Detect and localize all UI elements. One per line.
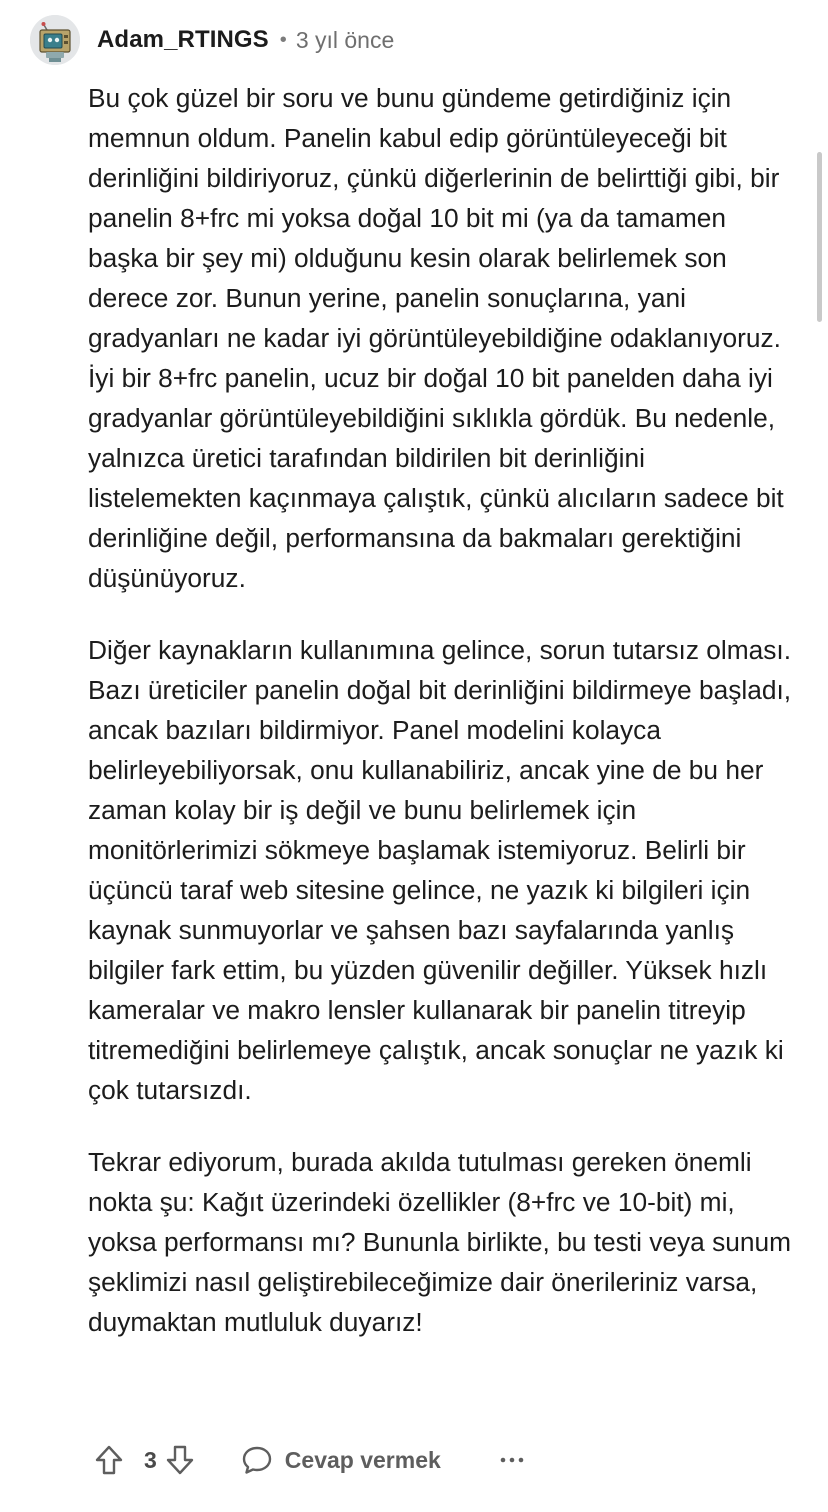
comment-body [88, 78, 800, 1342]
robot-avatar-icon [30, 15, 80, 65]
reply-label: Cevap vermek [284, 1446, 441, 1473]
avatar[interactable] [30, 15, 80, 65]
reply-button[interactable] [241, 1445, 441, 1475]
comment-paragraph-1: Bu çok güzel bir soru ve bunu gündeme getirdiğiniz için memnun oldum. Panelin kabul edip görüntüleyeceği bit derinliğini bildiriyoruz, çünkü diğerlerinin de belirttiği gibi, bir panelin 8+frc mi yoksa doğal 10 bit mi (ya da tamamen başka bir şey mi) olduğunu kesin olarak belirlemek son derece zor. Bunun yerine, panelin sonuçlarına, yani gradyanları ne kadar iyi görüntüleyebildiğine odaklanıyoruz. İyi bir 8+frc panelin, ucuz bir doğal 10 bit panelden daha iyi gradyanlar görüntüleyebildiğini sıklıkla gördük. Bu nedenle, yalnızca üretici tarafından bildirilen bit derinliğini listelemekten kaçınmaya çalıştık, çünkü alıcıların sadece bit derinliğine değil, performansına da bakmaları gerektiğini düşünüyoruz. [88, 83, 784, 593]
meta-separator: • [279, 28, 287, 51]
comment-paragraph-3: Tekrar ediyorum, burada akılda tutulması gereken önemli nokta şu: Kağıt üzerindeki özellikler (8+frc ve 10-bit) mi, yoksa performansı mı? Bununla birlikte, bu testi veya sunum şeklimizi nasıl geliştirebileceğimize dair önerileriniz varsa, duymaktan mutluluk duyarız! [88, 1147, 792, 1337]
speech-bubble-icon [241, 1445, 273, 1475]
arrow-up-icon [94, 1444, 124, 1476]
ellipsis-icon [499, 1455, 525, 1465]
comment-paragraph-2: Diğer kaynakların kullanımına gelince, sorun tutarsız olması. Bazı üreticiler panelin doğal bit derinliğini bildirmeye başladı, ancak bazıları bildirmiyor. Panel modelini kolayca belirleyebiliyorsak, onu kullanabiliriz, ancak yine de bu her zaman kolay bir iş değil ve bunu belirlemek için monitörlerimizi sökmeye başlamak istemiyoruz. Belirli bir üçüncü taraf web sitesine gelince, ne yazık ki bilgileri için kaynak sunmuyorlar ve şahsen bazı sayfalarında yanlış bilgiler fark ettim, bu yüzden güvenilir değiller. Yüksek hızlı kameralar ve makro lensler kullanarak bir panelin titreyip titremediğini belirlemeye çalıştık, ancak sonuçlar ne yazık ki çok tutarsızdı. [88, 635, 792, 1105]
scrollbar-thumb[interactable] [817, 152, 822, 322]
more-options-button[interactable] [499, 1455, 525, 1465]
upvote-button[interactable] [94, 1444, 124, 1476]
vote-count: 3 [144, 1446, 157, 1473]
comment-header [30, 12, 394, 68]
comment-actions [94, 1440, 525, 1480]
author-name[interactable]: Adam_RTINGS [97, 26, 269, 53]
arrow-down-icon [165, 1444, 195, 1476]
downvote-button[interactable] [165, 1444, 195, 1476]
comment-timestamp[interactable]: 3 yıl önce [295, 26, 395, 53]
